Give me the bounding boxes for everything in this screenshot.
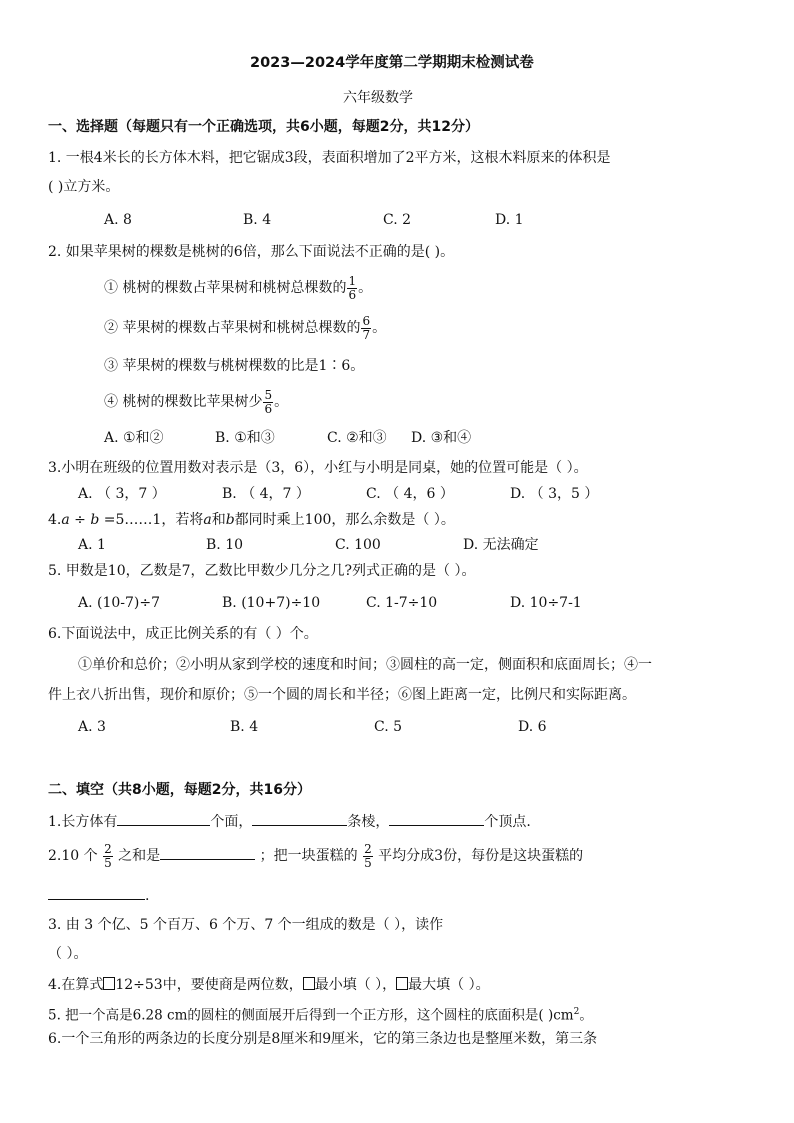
q2-statement-1-end: 。 — [358, 280, 373, 296]
q6-option-a: A. 3 — [78, 719, 106, 735]
q1-option-a: A. 8 — [104, 212, 132, 228]
q5-option-c: C. 1-7÷10 — [366, 595, 438, 611]
q2-statement-1 — [104, 271, 372, 305]
q5-option-b: B. (10+7)÷10 — [222, 595, 321, 611]
fill-question-6-line-1: 6.一个三角形的两条边的长度分别是8厘米和9厘米，它的第三条边也是整厘米数，第三条 — [48, 1031, 598, 1047]
variable-b: b — [90, 512, 100, 528]
variable-a: a — [203, 512, 212, 528]
fraction-denominator: 5 — [364, 855, 372, 870]
question-6-stem: 6.下面说法中，成正比例关系的有（ ）个。 — [48, 626, 318, 642]
q2-statement-3: ③ 苹果树的棵数与桃树棵数的比是1∶6。 — [104, 358, 365, 374]
fraction-numerator: 2 — [104, 841, 112, 856]
fill-q1-text-d: 个顶点. — [484, 814, 531, 830]
q4-option-a: A. 1 — [78, 537, 106, 553]
question-1-line-2: ( )立方米。 — [48, 179, 120, 195]
q4-option-c: C. 100 — [335, 537, 381, 553]
fill-q1-text-b: 个面， — [210, 814, 253, 830]
fill-q2-text-d: 平均分成3份，每份是这块蛋糕的 — [373, 848, 584, 864]
q2-statement-2-text: ② 苹果树的棵数占苹果树和桃树总棵数的 — [104, 320, 361, 336]
q6-option-c: C. 5 — [374, 719, 403, 735]
q3-option-a: A. （ 3，7 ） — [78, 486, 166, 502]
question-5-stem: 5. 甲数是10，乙数是7，乙数比甲数少几分之几?列式正确的是（ ）。 — [48, 563, 476, 579]
fraction-numerator: 6 — [362, 313, 371, 328]
q6-option-d: D. 6 — [518, 719, 547, 735]
fill-q4-text-a: 4.在算式 — [48, 977, 104, 993]
fraction-two-fifths — [363, 843, 373, 870]
empty-box-icon — [103, 977, 115, 990]
fill-q4-text-b: 12÷53中，要使商是两位数， — [115, 977, 303, 993]
fill-question-3-line-1: 3. 由 3 个亿、5 个百万、6 个万、7 个一组成的数是（ ），读作 — [48, 917, 444, 933]
fill-question-5 — [48, 1003, 593, 1025]
fill-q4-text-c: 最小填（ ）， — [314, 977, 397, 993]
fill-q2-text-c: ；把一块蛋糕的 — [255, 848, 363, 864]
q4-option-b: B. 10 — [206, 537, 244, 553]
fraction-denominator: 5 — [104, 855, 112, 870]
variable-a: a — [61, 512, 70, 528]
empty-box-icon — [396, 977, 408, 990]
question-2-stem: 2. 如果苹果树的棵数是桃树的6倍，那么下面说法不正确的是( )。 — [48, 244, 455, 260]
question-6-line-2: 件上衣八折出售，现价和原价；⑤一个圆的周长和半径；⑥图上距离一定，比例尺和实际距离。 — [48, 687, 636, 703]
fraction-numerator: 2 — [364, 841, 372, 856]
q4-number: 4. — [48, 512, 62, 528]
answer-blank-edges[interactable] — [252, 811, 347, 826]
q5-option-a: A. (10-7)÷7 — [78, 595, 161, 611]
fill-question-3-line-2: （ ）。 — [48, 946, 88, 962]
section-heading-choice: 一、选择题（每题只有一个正确选项，共6小题，每题2分，共12分） — [48, 119, 479, 135]
answer-blank-vertices[interactable] — [389, 811, 484, 826]
exam-subtitle: 六年级数学 — [343, 90, 413, 106]
answer-blank-sum[interactable] — [160, 845, 255, 860]
q2-statement-4-text: ④ 桃树的棵数比苹果树少 — [104, 394, 263, 410]
q2-statement-2 — [104, 311, 386, 345]
question-4-stem — [48, 511, 455, 529]
q4-text-and: 和 — [211, 512, 226, 528]
q5-option-d: D. 10÷7-1 — [510, 595, 582, 611]
fill-q2-text-e: . — [145, 888, 150, 904]
divide-sign: ÷ — [69, 512, 91, 528]
fraction-two-fifths — [103, 843, 113, 870]
fraction-denominator: 7 — [362, 327, 371, 342]
q3-option-c: C. （ 4，6 ） — [366, 486, 454, 502]
question-1-line-1: 1. 一根4米长的长方体木料，把它锯成3段，表面积增加了2平方米，这根木料原来的体积是 — [48, 150, 611, 166]
fraction-denominator: 6 — [264, 401, 273, 416]
q1-option-b: B. 4 — [243, 212, 272, 228]
empty-box-icon — [303, 977, 315, 990]
q1-option-c: C. 2 — [383, 212, 412, 228]
q4-option-d: D. 无法确定 — [463, 537, 539, 553]
fill-q4-text-d: 最大填（ ）。 — [408, 977, 490, 993]
q4-text-mid: =5……1，若将 — [99, 512, 204, 528]
q3-option-b: B. （ 4，7 ） — [222, 486, 310, 502]
fraction-five-sixths — [263, 389, 273, 416]
fraction-numerator: 5 — [264, 387, 273, 402]
q2-option-d: D. ③和④ — [411, 430, 472, 446]
answer-blank-cake-fraction[interactable] — [48, 885, 145, 900]
q3-option-d: D. （ 3，5 ） — [510, 486, 599, 502]
q2-statement-4 — [104, 385, 288, 419]
fill-question-2 — [48, 838, 583, 874]
fraction-numerator: 1 — [348, 273, 357, 288]
q2-option-a: A. ①和② — [104, 430, 164, 446]
fraction-one-sixth — [347, 275, 357, 302]
q2-option-b: B. ①和③ — [215, 430, 275, 446]
q2-statement-2-end: 。 — [372, 320, 387, 336]
fill-question-2-line-2 — [48, 885, 149, 905]
fill-question-1 — [48, 811, 531, 831]
question-6-line-1: ①单价和总价；②小明从家到学校的速度和时间；③圆柱的高一定，侧面积和底面周长；④一 — [78, 657, 652, 673]
fill-q2-text-b: 之和是 — [113, 848, 161, 864]
fill-q2-text-a: 2.10 个 — [48, 848, 103, 864]
fraction-six-sevenths — [361, 315, 371, 342]
answer-blank-faces[interactable] — [117, 811, 210, 826]
exam-title: 2023—2024学年度第二学期期末检测试卷 — [250, 55, 534, 71]
q1-option-d: D. 1 — [495, 212, 524, 228]
q4-text-rest: 都同时乘上100，那么余数是（ ）。 — [234, 512, 455, 528]
fill-question-4 — [48, 976, 490, 994]
q2-option-c: C. ②和③ — [327, 430, 387, 446]
fraction-denominator: 6 — [348, 287, 357, 302]
fill-q1-text-c: 条棱， — [347, 814, 390, 830]
superscript-two: 2 — [573, 1007, 580, 1017]
q6-option-b: B. 4 — [230, 719, 259, 735]
fill-q5-end: 。 — [579, 1007, 593, 1024]
section-heading-fill-in: 二、填空（共8小题，每题2分，共16分） — [48, 782, 311, 798]
question-3-stem: 3.小明在班级的位置用数对表示是（3，6），小红与小明是同桌，她的位置可能是（ ）。 — [48, 460, 588, 476]
q2-statement-4-end: 。 — [274, 394, 289, 410]
fill-q1-text-a: 1.长方体有 — [48, 814, 118, 830]
q2-statement-1-text: ① 桃树的棵数占苹果树和桃树总棵数的 — [104, 280, 347, 296]
fill-q5-text: 5. 把一个高是6.28 cm的圆柱的侧面展开后得到一个正方形，这个圆柱的底面积是( )cm — [48, 1007, 574, 1024]
variable-b: b — [225, 512, 235, 528]
